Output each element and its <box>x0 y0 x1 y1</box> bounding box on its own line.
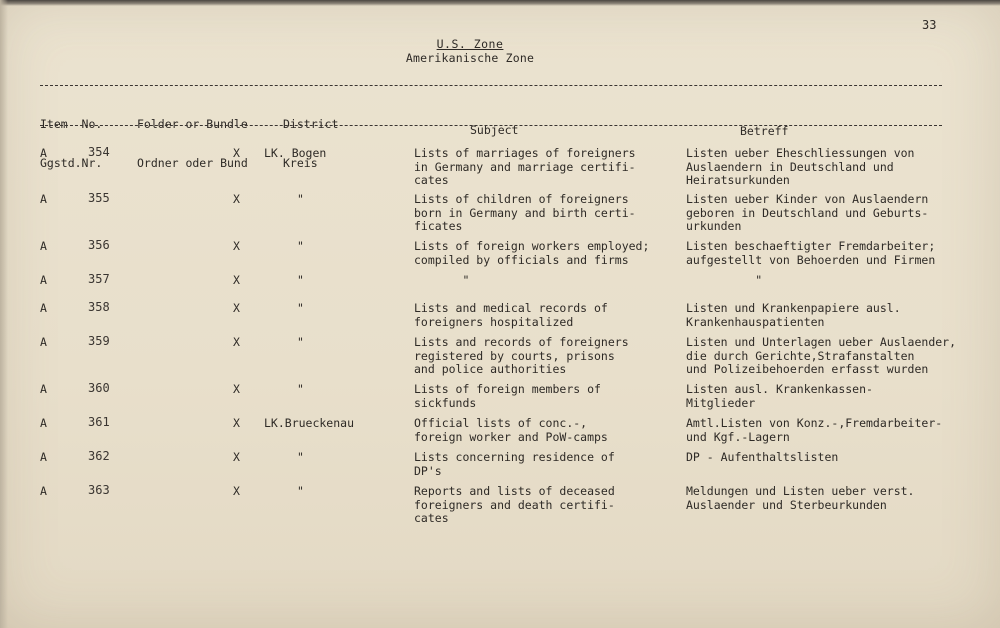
row-betreff-line: DP - Aufenthaltslisten <box>686 450 839 464</box>
row-betreff-line: Listen ueber Kinder von Auslaendern <box>686 192 929 206</box>
page-left-edge <box>0 0 8 628</box>
row-betreff-line: Auslaender und Sterbeurkunden <box>686 497 887 512</box>
row-subject <box>414 336 629 377</box>
row-betreff-line: Krankenhauspatienten <box>686 314 825 329</box>
header-top-rule <box>40 85 942 86</box>
row-subject-line: and police authorities <box>414 362 567 377</box>
row-district: " <box>297 239 304 253</box>
row-item-letter: A <box>40 416 47 430</box>
header-district-en: District <box>283 117 339 131</box>
header-folder-en: Folder or Bundle <box>137 117 248 131</box>
row-subject-line: foreigners hospitalized <box>414 314 574 329</box>
row-folder-mark: X <box>233 382 240 396</box>
row-item-number: 358 <box>88 300 110 314</box>
row-item-letter: A <box>40 301 47 315</box>
row-subject <box>414 302 608 329</box>
row-betreff-line: Heiratsurkunden <box>686 173 790 188</box>
row-subject-line: cates <box>414 173 449 188</box>
row-subject <box>414 147 636 188</box>
row-betreff-line: die durch Gerichte,Strafanstalten <box>686 348 915 363</box>
row-district: " <box>297 273 304 287</box>
row-folder-mark: X <box>233 450 240 464</box>
row-item-number: 359 <box>88 334 110 348</box>
row-item-number: 363 <box>88 483 110 497</box>
row-betreff-line: geboren in Deutschland und Geburts- <box>686 205 929 220</box>
row-betreff <box>686 417 942 444</box>
row-subject <box>414 274 469 288</box>
header-district-de: Kreis <box>283 156 318 170</box>
row-subject-line: Lists concerning residence of <box>414 450 615 464</box>
row-subject-line: born in Germany and birth certi- <box>414 205 636 220</box>
row-betreff-line: Listen beschaeftigter Fremdarbeiter; <box>686 239 936 253</box>
header-item-no-de: Ggstd.Nr. <box>40 156 103 170</box>
row-item-number: 361 <box>88 415 110 429</box>
row-folder-mark: X <box>233 416 240 430</box>
row-subject-line: Official lists of conc.-, <box>414 416 588 430</box>
row-subject-line: cates <box>414 511 449 526</box>
row-subject-line: Lists and medical records of <box>414 301 608 315</box>
page-number: 33 <box>922 18 937 32</box>
row-betreff-line: Listen ausl. Krankenkassen- <box>686 382 873 396</box>
row-betreff-line: Listen und Unterlagen ueber Auslaender, <box>686 335 957 349</box>
row-item-letter: A <box>40 450 47 464</box>
row-item-number: 354 <box>88 145 110 159</box>
row-item-letter: A <box>40 192 47 206</box>
row-folder-mark: X <box>233 146 240 160</box>
row-item-letter: A <box>40 484 47 498</box>
row-item-letter: A <box>40 335 47 349</box>
row-subject-line: Lists and records of foreigners <box>414 335 629 349</box>
row-district: LK. Bogen <box>264 146 327 160</box>
row-district: " <box>297 382 304 396</box>
row-district: " <box>297 450 304 464</box>
header-item-no <box>40 92 102 196</box>
row-subject-line: " <box>414 273 470 287</box>
row-subject <box>414 485 615 526</box>
row-item-number: 355 <box>88 191 110 205</box>
row-betreff-line: Auslaendern in Deutschland und <box>686 159 894 174</box>
row-subject-line: compiled by officials and firms <box>414 252 629 267</box>
header-district <box>283 92 338 196</box>
row-district: " <box>297 301 304 315</box>
row-folder-mark: X <box>233 192 240 206</box>
row-subject <box>414 451 615 478</box>
row-betreff-line: Amtl.Listen von Konz.-,Fremdarbeiter- <box>686 416 943 430</box>
row-betreff-line: Listen und Krankenpapiere ausl. <box>686 301 901 315</box>
row-betreff <box>686 274 762 288</box>
row-betreff <box>686 451 838 465</box>
row-district: " <box>297 192 304 206</box>
row-betreff <box>686 302 901 329</box>
row-subject <box>414 417 608 444</box>
row-folder-mark: X <box>233 273 240 287</box>
row-subject-line: DP's <box>414 463 442 478</box>
row-betreff-line: aufgestellt von Behoerden und Firmen <box>686 252 936 267</box>
row-betreff-line: Meldungen und Listen ueber verst. <box>686 484 915 498</box>
header-bottom-rule <box>40 125 942 126</box>
row-folder-mark: X <box>233 301 240 315</box>
row-betreff-line: und Polizeibehoerden erfasst wurden <box>686 362 929 377</box>
row-item-letter: A <box>40 273 47 287</box>
header-folder-de: Ordner oder Bund <box>137 156 248 170</box>
row-district: LK.Brueckenau <box>264 416 355 430</box>
row-subject-line: sickfunds <box>414 395 477 410</box>
row-subject-line: Lists of foreign members of <box>414 382 601 396</box>
row-folder-mark: X <box>233 335 240 349</box>
row-subject-line: ficates <box>414 219 463 234</box>
row-subject-line: registered by courts, prisons <box>414 348 615 363</box>
row-item-letter: A <box>40 239 47 253</box>
header-betreff-label: Betreff <box>740 124 789 138</box>
row-betreff-line: " <box>686 273 763 287</box>
page-top-edge <box>0 0 1000 6</box>
row-item-number: 356 <box>88 238 110 252</box>
row-subject-line: Lists of marriages of foreigners <box>414 146 636 160</box>
row-subject-line: Lists of foreign workers employed; <box>414 239 650 253</box>
row-subject <box>414 193 636 234</box>
row-item-letter: A <box>40 382 47 396</box>
row-subject-line: Lists of children of foreigners <box>414 192 629 206</box>
row-district: " <box>297 335 304 349</box>
header-item-no-en: Item No. <box>40 117 103 131</box>
row-betreff-line: Mitglieder <box>686 395 756 410</box>
header-folder <box>137 92 248 196</box>
row-betreff <box>686 336 956 377</box>
row-subject-line: foreign worker and PoW-camps <box>414 429 608 444</box>
zone-subtitle: Amerikanische Zone <box>405 51 535 65</box>
row-subject-line: Reports and lists of deceased <box>414 484 615 498</box>
row-item-letter: A <box>40 146 47 160</box>
row-item-number: 357 <box>88 272 110 286</box>
row-betreff <box>686 383 873 410</box>
row-item-number: 362 <box>88 449 110 463</box>
row-folder-mark: X <box>233 239 240 253</box>
row-betreff <box>686 147 914 188</box>
row-subject-line: foreigners and death certifi- <box>414 497 615 512</box>
row-item-number: 360 <box>88 381 110 395</box>
row-subject <box>414 240 649 267</box>
row-betreff <box>686 485 914 512</box>
row-betreff-line: urkunden <box>686 219 742 234</box>
row-betreff-line: Listen ueber Eheschliessungen von <box>686 146 915 160</box>
row-betreff-line: und Kgf.-Lagern <box>686 429 790 444</box>
row-subject-line: in Germany and marriage certifi- <box>414 159 636 174</box>
row-betreff <box>686 240 935 267</box>
zone-title: U.S. Zone <box>436 37 504 51</box>
row-betreff <box>686 193 928 234</box>
header-subject-label: Subject <box>470 123 519 137</box>
row-subject <box>414 383 601 410</box>
row-district: " <box>297 484 304 498</box>
row-folder-mark: X <box>233 484 240 498</box>
